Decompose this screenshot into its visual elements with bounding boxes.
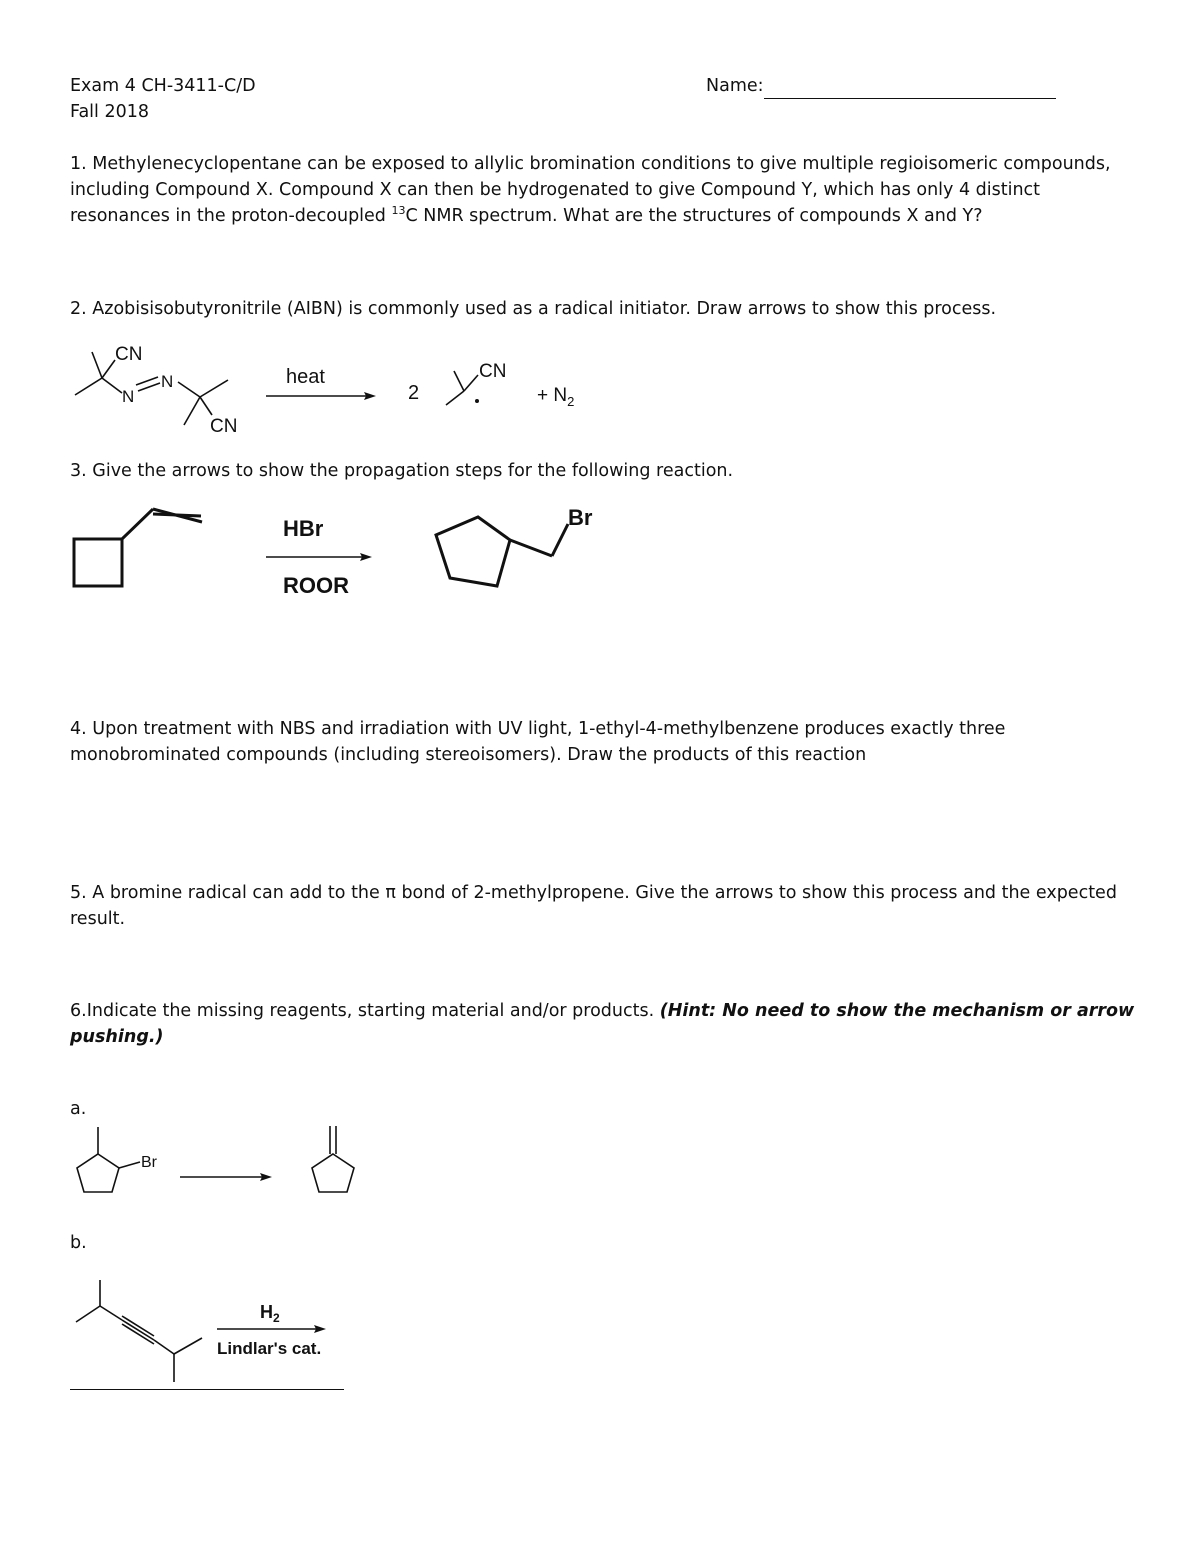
question-2 xyxy=(70,296,1140,322)
bond xyxy=(75,378,102,395)
cyclopentane-ring xyxy=(436,517,510,586)
bromine-label: Br xyxy=(568,505,593,530)
bond xyxy=(92,352,102,378)
bond xyxy=(464,375,478,391)
azo-n1-label: N xyxy=(122,387,135,406)
question-number: 1. xyxy=(70,154,87,174)
bond xyxy=(76,1306,100,1322)
triple-bond xyxy=(122,1316,154,1336)
question-text: A bromine radical can add to the π bond of 2-methylpropene. Give the arrows to show this process and the expected result. xyxy=(70,883,1117,929)
question-1 xyxy=(70,151,1140,229)
cn-product-label: CN xyxy=(479,361,507,382)
name-label: Name: xyxy=(706,76,764,96)
cyclobutane-ring xyxy=(74,539,122,586)
question-5 xyxy=(70,880,1140,932)
question-number: 6. xyxy=(70,1001,87,1021)
bond xyxy=(178,382,200,397)
answer-line[interactable] xyxy=(70,1389,344,1390)
bond xyxy=(446,391,464,405)
azo-n2-label: N xyxy=(161,372,174,391)
question-number: 2. xyxy=(70,299,87,319)
subscript-2: 2 xyxy=(567,394,575,409)
reagent-lindlar: Lindlar's cat. xyxy=(217,1339,322,1358)
double-bond xyxy=(138,383,160,391)
bond xyxy=(154,1340,174,1354)
triple-bond xyxy=(122,1320,154,1340)
question-text: Upon treatment with NBS and irradiation with UV light, 1-ethyl-4-methylbenzene produces exactly three monobrominated compounds (including stereoisomers). Draw the products of this reaction xyxy=(70,719,1006,765)
subscript-2: 2 xyxy=(273,1311,280,1325)
part-b-label: b. xyxy=(70,1233,87,1253)
radical-dot xyxy=(475,399,479,403)
question-number: 4. xyxy=(70,719,87,739)
reagent-roor: ROOR xyxy=(283,573,349,598)
stoich-coefficient: 2 xyxy=(408,382,420,404)
bond xyxy=(119,1162,140,1168)
part-a-scheme xyxy=(60,1122,380,1202)
bond xyxy=(454,371,464,391)
bond xyxy=(174,1338,202,1354)
bromine-label: Br xyxy=(141,1154,157,1171)
question-hint: (Hint: No need to show the mechanism or arrow pushing.) xyxy=(70,1001,1135,1047)
bond xyxy=(100,1306,122,1320)
question-3 xyxy=(70,458,1140,484)
vinyl-double-bond xyxy=(153,514,201,516)
bond xyxy=(122,509,153,539)
reagent-h: H xyxy=(260,1302,273,1322)
question-6 xyxy=(70,998,1140,1050)
cn-bottom-label: CN xyxy=(210,416,238,437)
part-b-scheme xyxy=(60,1276,360,1386)
bond xyxy=(200,380,228,397)
cyclopentane-ring xyxy=(77,1154,119,1192)
cn-top-label: CN xyxy=(115,344,143,365)
question-4 xyxy=(70,716,1140,768)
isotope-superscript: 13 xyxy=(391,204,406,218)
question-number: 3. xyxy=(70,461,87,481)
exam-term: Fall 2018 xyxy=(70,102,150,122)
condition-heat: heat xyxy=(286,366,325,388)
triple-bond xyxy=(122,1324,154,1344)
part-a-label: a. xyxy=(70,1099,87,1119)
reagent-h2 xyxy=(260,1302,280,1325)
plus-n2-label xyxy=(537,385,574,409)
bond xyxy=(102,378,122,393)
bond xyxy=(184,397,200,425)
question-text: Azobisisobutyronitrile (AIBN) is commonly used as a radical initiator. Draw arrows to show this process. xyxy=(92,299,997,319)
bond xyxy=(102,360,115,378)
plus-n: + N xyxy=(537,385,568,406)
cyclopentane-ring xyxy=(312,1154,354,1192)
question-number: 5. xyxy=(70,883,87,903)
name-field[interactable] xyxy=(706,73,1056,99)
bond xyxy=(552,524,568,556)
question-text: Methylenecyclopentane can be exposed to allylic bromination conditions to give multiple regioisomeric compounds, including Compound X. Compound X can then be hydrogenated to give Compound Y, which has only 4 distinct resonances in the proton-decoupled xyxy=(70,154,1111,226)
exam-title: Exam 4 CH-3411-C/D xyxy=(70,76,256,96)
bond xyxy=(200,397,212,415)
question-text-end: C NMR spectrum. What are the structures of compounds X and Y? xyxy=(405,206,983,226)
question-text: Indicate the missing reagents, starting material and/or products. xyxy=(86,1001,660,1021)
aibn-scheme xyxy=(60,335,620,445)
double-bond xyxy=(136,377,158,385)
hbr-scheme xyxy=(60,500,620,610)
question-text: Give the arrows to show the propagation steps for the following reaction. xyxy=(92,461,734,481)
name-blank-line[interactable] xyxy=(764,80,1056,99)
reagent-hbr: HBr xyxy=(283,516,324,541)
bond xyxy=(510,540,552,556)
